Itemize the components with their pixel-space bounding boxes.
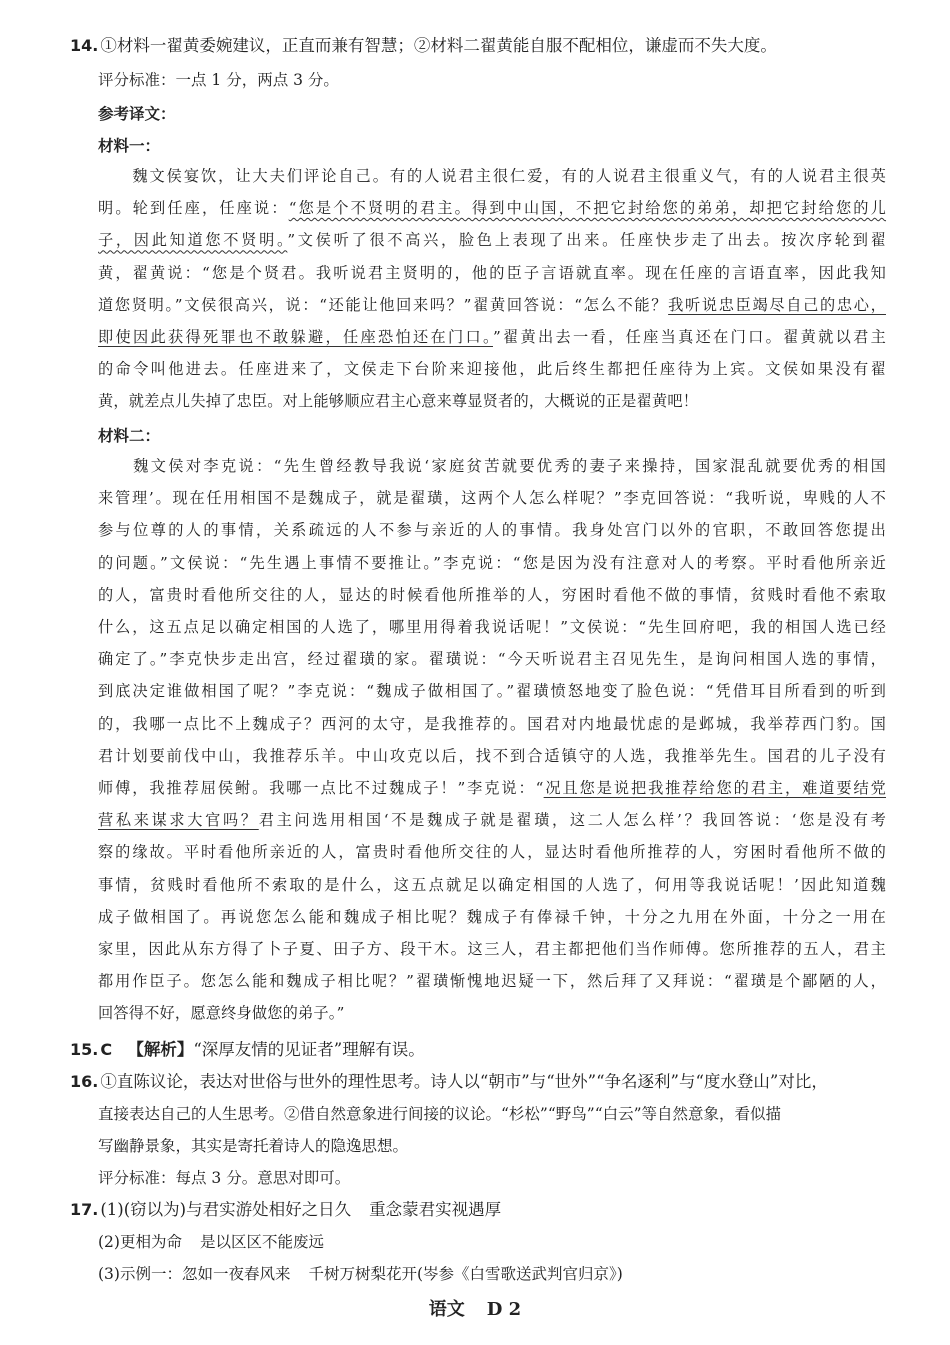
paragraph-text: ”文侯听了很不高兴，脸色上表现了出来。任座快步走了出去。按次序轮到翟 [287,231,886,250]
q16-text-1: ①直陈议论，表达对世俗与世外的理性思考。诗人以“朝市”与“世外”“争名逐利”与“度水登山”对比， [100,1072,828,1091]
underlined-text: 即使因此获得死罪也不敢躲避，任座恐怕还在门口。 [98,328,493,346]
m2-lines-line [98,518,886,542]
underlined-text: “您是个不贤明的君主。得到中山国，不把它封给您的弟弟，却把它封给您的儿 [288,199,887,218]
paragraph-text: 成子做相国了。再说您怎么能和魏成子相比呢？魏成子有俸禄千钟，十分之九用在外面，十分之一用在 [98,907,886,926]
paragraph-text: 的问题。”文侯说：“先生遇上事情不要推让。”李克说：“您是因为没有注意对人的考察。平时看他所亲近 [98,553,886,572]
paragraph-text: 的人，富贵时看他所交往的人，显达的时候看他所推举的人，穷困时看他不做的事情，贫贱时看他不索取 [98,585,886,604]
q14-scoring: 评分标准：一点 1 分，两点 3 分。 [98,71,339,89]
m2-lines-line [98,776,886,800]
paragraph-text: 参与位尊的人的事情，关系疏远的人不参与亲近的人的事情。我身处宫门以外的官职，不敢回答您提出 [98,521,886,540]
q15-text: “深厚友情的见证者”理解有误。 [193,1040,425,1059]
paragraph-text: 明。轮到任座，任座说： [98,199,289,218]
m2-lines-line [98,615,886,639]
paragraph-text: ”翟黄出去一看，任座当真还在门口。翟黄就以君主 [492,328,886,346]
q15-analysis-tag: 【解析】 [127,1040,194,1059]
m2-lines-line [98,840,886,864]
page-footer [0,1298,950,1322]
m1-lines-line [98,293,886,317]
q17-line-1 [70,1198,501,1222]
q16-line-2: 直接表达自己的人生思考。②借自然意象进行间接的议论。“杉松”“野鸟”“白云”等自然意象，看似描 [98,1105,782,1123]
underlined-text: 我听说忠臣竭尽自己的忠心， [668,295,886,314]
paragraph-text: 魏文侯对李克说：“先生曾经教导我说‘家庭贫苦就要优秀的妻子来操持，国家混乱就要优秀的相国 [98,457,886,475]
m1-lines-line [98,164,886,188]
m2-lines-line [98,969,886,993]
q17-number: 17. [70,1200,99,1219]
paragraph-text: 察的缘故。平时看他所亲近的人，富贵时看他所交往的人，显达时看他所推荐的人，穷困时看他所不做的 [98,843,886,862]
m1-lines-line [98,228,886,252]
underlined-text: 子，因此知道您不贤明。 [98,231,288,250]
q17-3a: (3)示例一：忽如一夜春风来 [98,1265,291,1283]
paragraph-text: 的，我哪一点比不上魏成子？西河的太守，是我推荐的。国君对内地最忧虑的是邺城，我举荐西门豹。国 [98,714,886,733]
paragraph-text: 君主问选用相国‘不是魏成子就是翟璜，这二人怎么样’？我回答说：‘您是没有考 [258,811,886,830]
paragraph-text: 来管理’。现在任用相国不是魏成子，就是翟璜，这两个人怎么样呢？”李克回答说：“我听说，卑贱的人不 [98,489,886,508]
paragraph-text: 君计划要前伐中山，我推荐乐羊。中山攻克以后，找不到合适镇守的人选，我推举先生。国君的儿子没有 [98,746,886,765]
paragraph-text: 道您贤明。”文侯很高兴，说：“还能让他回来吗？”翟黄回答说：“怎么不能？ [98,295,669,314]
m2-lines-line [98,937,886,961]
m2-lines-line [98,712,886,736]
paragraph-text: 都用作臣子。您怎么能和魏成子相比呢？”翟璜惭愧地迟疑一下，然后拜了又拜说：“翟璜是个鄙陋的人， [98,972,886,991]
q17-2b: 是以区区不能废远 [199,1233,324,1251]
q17-line-3 [98,1262,623,1286]
m1-lines-line [98,389,886,413]
q15-answer [70,1038,425,1062]
m2-lines-line [98,647,886,671]
paragraph-text: 确定了。”李克快步走出宫，经过翟璜的家。翟璜说：“今天听说君主召见先生，是询问相国人选的事情， [98,650,886,669]
q14-number: 14. [70,36,99,55]
paragraph-text: 魏文侯宴饮，让大夫们评论自己。有的人说君主很仁爱，有的人说君主很重义气，有的人说君主很英 [98,167,886,185]
paragraph-text: 的命令叫他进去。任座进来了，文侯走下台阶来迎接他，此后终生都把任座待为上宾。文侯如果没有翟 [98,360,886,379]
q14-text: ①材料一翟黄委婉建议，正直而兼有智慧；②材料二翟黄能自服不配相位，谦虚而不失大度。 [100,36,777,55]
underlined-text: 况且您是说把我推荐给您的君主，难道要结党 [543,779,886,797]
m2-lines-line [98,873,886,897]
paragraph-text: 师傅，我推荐屈侯鲋。我哪一点比不过魏成子！”李克说：“ [98,779,544,797]
m2-lines-line [98,1001,886,1025]
material-one-title: 材料一： [98,136,161,155]
q15-choice: C [100,1040,113,1059]
paragraph-text: 事情，贫贱时看他所不索取的是什么，这五点就足以确定相国的人选了，何用等我说话呢！’因此知道魏 [98,875,886,894]
q17-3b: 千树万树梨花开(岑参《白雪歌送武判官归京》) [308,1265,623,1283]
m2-lines-line [98,454,886,478]
material-two-title: 材料二： [98,426,161,445]
q16-scoring: 评分标准：每点 3 分。意思对即可。 [98,1169,351,1187]
paragraph-text: 回答得不好，愿意终身做您的弟子。” [98,1004,345,1023]
q17-1b: 重念蒙君实视遇厚 [369,1200,502,1219]
reference-translation-title: 参考译文： [98,104,176,123]
q16-line-1 [70,1070,828,1094]
underlined-text: 营私来谋求大官吗？ [98,811,259,830]
paragraph-text: 黄，翟黄说：“您是个贤君。我听说君主贤明的，他的臣子言语就直率。现在任座的言语直率，因此我知 [98,263,886,282]
q15-number: 15. [70,1040,99,1059]
m1-lines-line [98,357,886,381]
m1-lines-line [98,261,886,285]
q17-2a: (2)更相为命 [98,1233,182,1251]
m2-lines-line [98,744,886,768]
q16-line-3: 写幽静景象，其实是寄托着诗人的隐逸思想。 [98,1137,409,1155]
q17-1a: (1)(窃以为)与君实游处相好之日久 [100,1200,352,1219]
q16-number: 16. [70,1072,99,1091]
q14-answer [70,34,777,58]
m2-lines-line [98,486,886,510]
footer-page-number: D 2 [486,1299,522,1320]
m2-lines-line [98,808,886,832]
m2-lines-line [98,679,886,703]
m1-lines-line [98,325,886,349]
paragraph-text: 家里，因此从东方得了卜子夏、田子方、段干木。这三人，君主都把他们当作师傅。您所推荐的五人，君主 [98,940,886,958]
m1-lines-line [98,196,886,220]
footer-subject: 语文 [428,1299,465,1320]
m2-lines-line [98,905,886,929]
paragraph-text: 到底决定谁做相国了呢？”李克说：“魏成子做相国了。”翟璜愤怒地变了脸色说：“凭借耳目所看到的听到 [98,682,886,701]
m2-lines-line [98,583,886,607]
paragraph-text: 什么，这五点足以确定相国的人选了，哪里用得着我说话呢！”文侯说：“先生回府吧，我的相国人选已经 [98,618,886,636]
q17-line-2 [98,1230,324,1254]
paragraph-text: 黄，就差点儿失掉了忠臣。对上能够顺应君主心意来尊显贤者的，大概说的正是翟黄吧！ [98,392,699,411]
m2-lines-line [98,551,886,575]
